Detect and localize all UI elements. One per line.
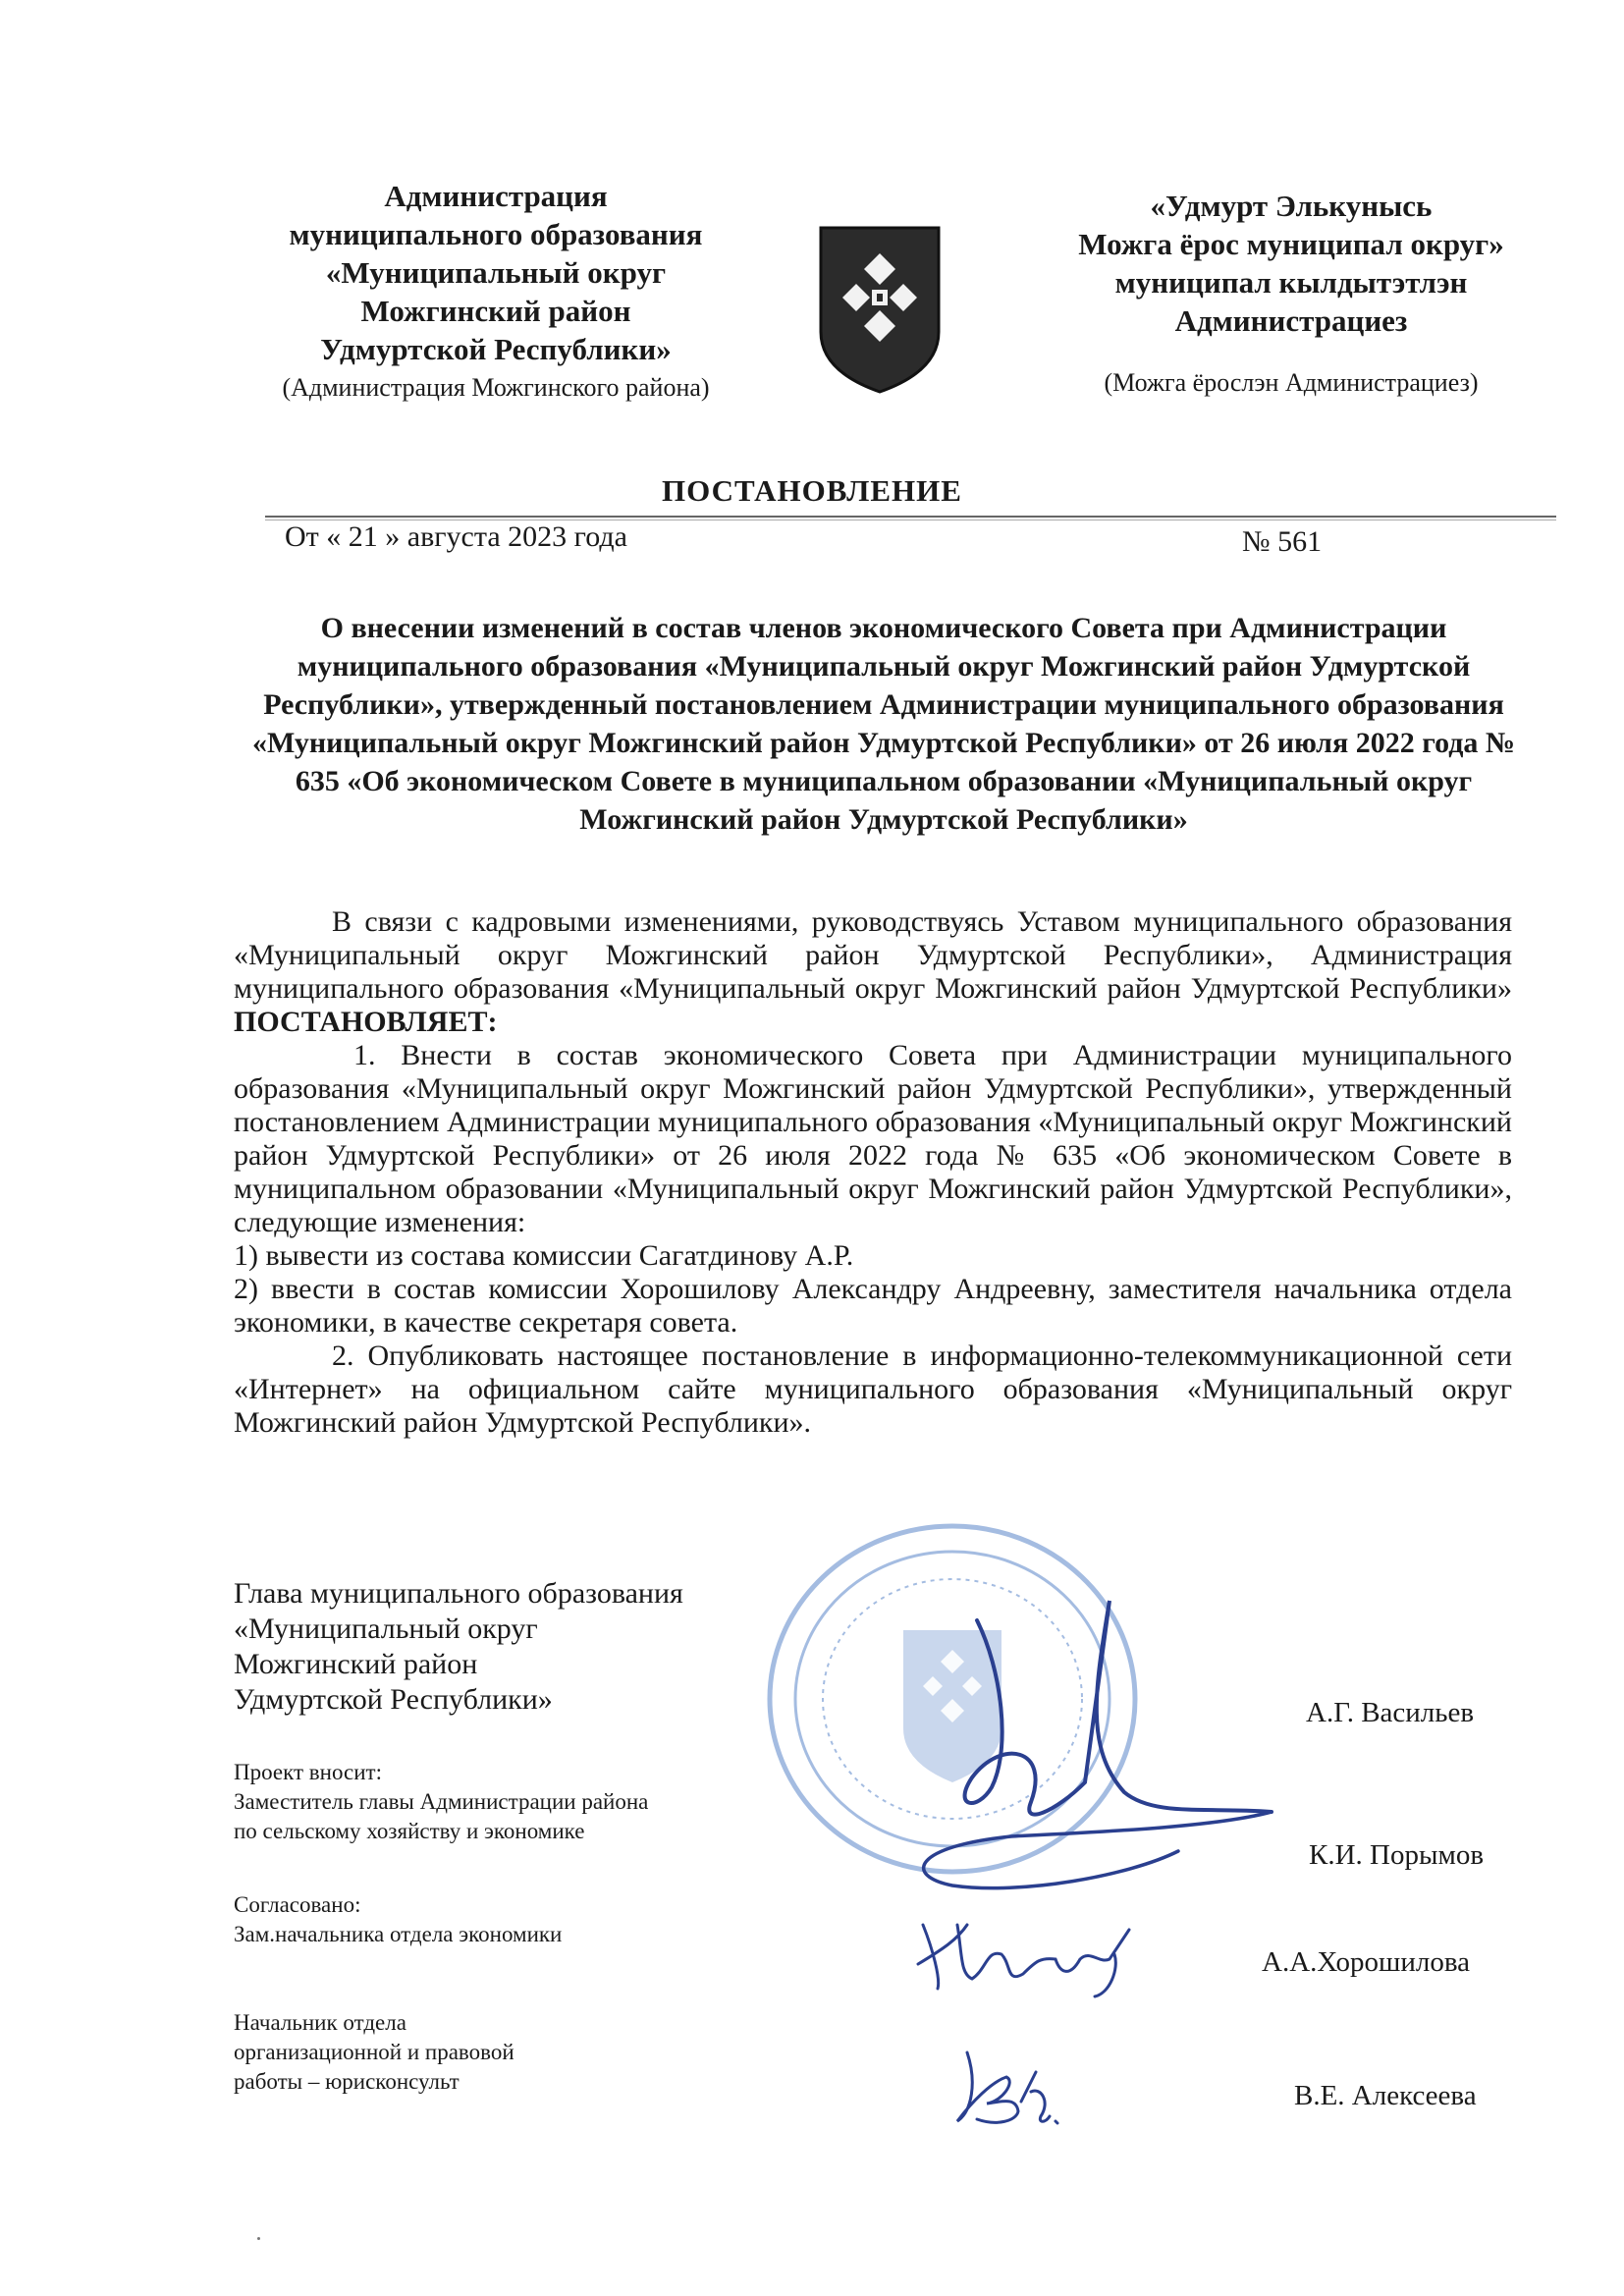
coat-of-arms-emblem xyxy=(817,224,943,396)
header-right-short-name: (Можга ёрослэн Администрациез) xyxy=(1104,368,1479,397)
legal-chief-block xyxy=(234,2008,514,2097)
project-author xyxy=(234,1758,648,1846)
legal-chief-line: Начальник отдела xyxy=(234,2010,406,2035)
legal-chief-line: работы – юрисконсульт xyxy=(234,2069,460,2094)
header-right xyxy=(1026,187,1556,402)
legal-chief-name: В.Е. Алексеева xyxy=(1294,2080,1477,2111)
header-right-line: Можга ёрос муниципал округ» xyxy=(1078,227,1504,261)
intro-text: В связи с кадровыми изменениями, руководствуясь Уставом муниципального образования «Муниципальный округ Можгинский район Удмуртской Республики», Администрация муниципального образования «Муниципальный округ Можгинский район Удмуртской Республики» xyxy=(234,905,1512,1005)
head-position-line: Можгинский район xyxy=(234,1648,478,1680)
document-title: О внесении изменений в состав членов экономического Совета при Администрации муниципального образования «Муниципальный округ Можгинский район Удмуртской Республики», утвержденный постановлением Администрации муниципального образования «Муниципальный округ Можгинский район Удмуртской Республики» от 26 июля 2022 года № 635 «Об экономическом Совете в муниципальном образовании «Муниципальный округ Можгинский район Удмуртской Республики» xyxy=(251,612,1516,836)
head-position-line: Удмуртской Республики» xyxy=(234,1683,553,1716)
document-date: От « 21 » августа 2023 года xyxy=(285,520,627,553)
project-author-name: К.И. Порымов xyxy=(1309,1839,1485,1871)
header-left-line: «Муниципальный округ xyxy=(325,255,667,290)
document-number: № 561 xyxy=(1242,525,1323,558)
header-left xyxy=(211,177,781,407)
agreed-block xyxy=(234,1890,562,1949)
header-right-line: «Удмурт Элькунысь xyxy=(1150,189,1433,223)
header-left-line: Удмуртской Республики» xyxy=(320,332,672,366)
khoroshilova-signature xyxy=(913,1910,1139,1998)
alekseeva-signature xyxy=(947,2043,1065,2131)
sub-item-1: 1) вывести из состава комиссии Сагатдинову А.Р. xyxy=(234,1239,854,1272)
header-right-line: муниципал кылдытэтлэн xyxy=(1114,265,1468,300)
sub-item-2: 2) ввести в состав комиссии Хорошилову Александру Андреевну, заместителя начальника отдела экономики, в качестве секретаря совета. xyxy=(234,1273,1512,1339)
header-left-line: Можгинский район xyxy=(360,294,631,328)
item-2: 2. Опубликовать настоящее постановление в информационно-телекоммуникационной сети «Интернет» на официальном сайте муниципального образования «Муниципальный округ Можгинский район Удмуртской Республики». xyxy=(234,1339,1512,1439)
project-author-line: Проект вносит: xyxy=(234,1760,382,1784)
head-position xyxy=(234,1576,683,1718)
head-position-line: Глава муниципального образования xyxy=(234,1577,683,1610)
header-left-short-name: (Администрация Можгинского района) xyxy=(282,373,710,402)
intro-keyword: ПОСТАНОВЛЯЕТ: xyxy=(234,1006,498,1038)
scan-speck xyxy=(257,2237,260,2240)
header-left-line: Администрация xyxy=(384,179,608,213)
header-right-line: Администрациез xyxy=(1174,303,1408,338)
item-1: 1. Внести в состав экономического Совета при Администрации муниципального образования «Муниципальный округ Можгинский район Удмуртской Республики», утвержденный постановлением Администрации муниципального образования «Муниципальный округ Можгинский район Удмуртской Республики» от 26 июля 2022 года № 635 «Об экономическом Совете в муниципальном образовании «Муниципальный округ Можгинский район Удмуртской Республики», следующие изменения: xyxy=(234,1039,1512,1238)
intro-paragraph xyxy=(234,905,1512,1039)
header-left-line: муниципального образования xyxy=(289,217,703,251)
project-author-line: по сельскому хозяйству и экономике xyxy=(234,1819,585,1843)
head-name: А.Г. Васильев xyxy=(1306,1697,1475,1728)
agreed-line: Согласовано: xyxy=(234,1892,361,1917)
head-signature xyxy=(884,1581,1276,1895)
project-author-line: Заместитель главы Администрации района xyxy=(234,1789,649,1814)
document-type: ПОСТАНОВЛЕНИЕ xyxy=(662,473,962,508)
agreed-name: А.А.Хорошилова xyxy=(1262,1946,1471,1978)
document-body xyxy=(234,905,1512,1440)
legal-chief-line: организационной и правовой xyxy=(234,2040,514,2064)
head-position-line: «Муниципальный округ xyxy=(234,1613,538,1645)
agreed-line: Зам.начальника отдела экономики xyxy=(234,1922,563,1946)
